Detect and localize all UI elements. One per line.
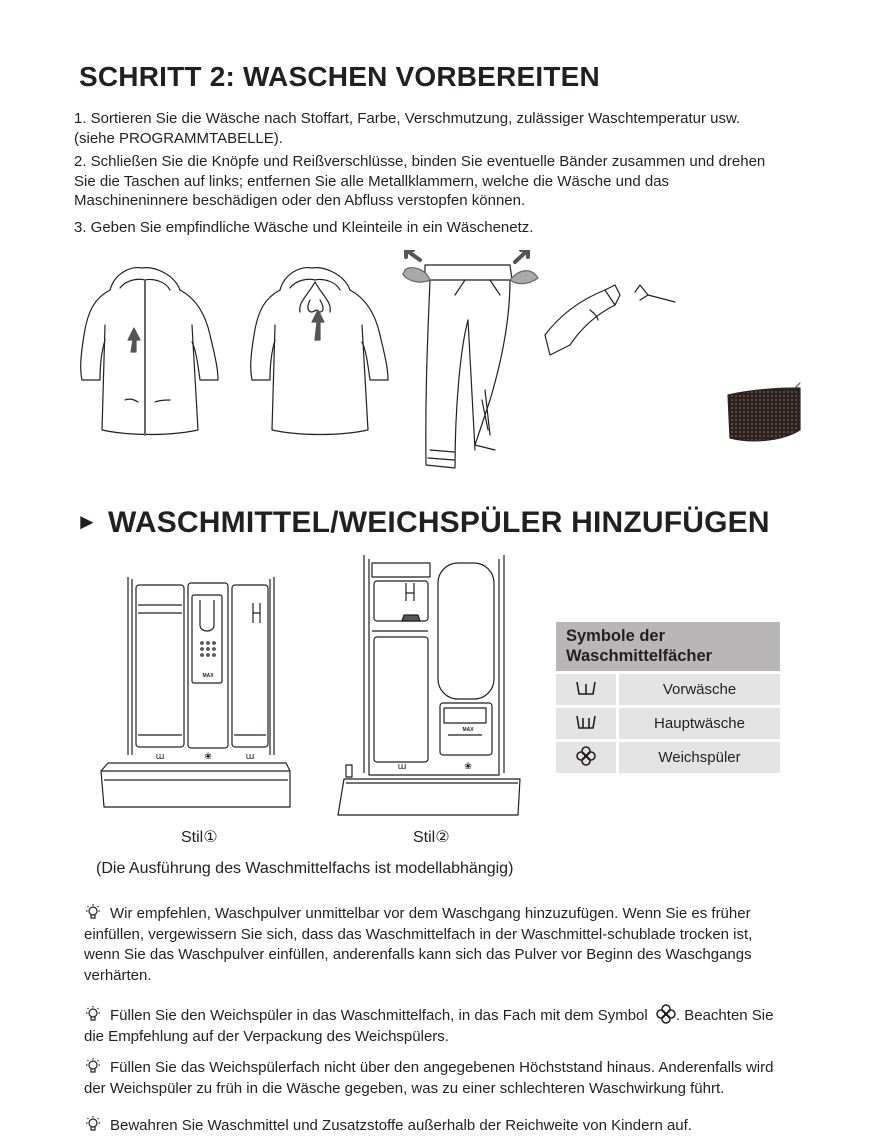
arrow-up-left-icon (406, 250, 420, 260)
laundry-net (728, 388, 800, 441)
lightbulb-icon (84, 904, 102, 920)
model-note: (Die Ausführung des Waschmittelfachs ist modellabhängig) (96, 860, 514, 877)
softener-label: Weichspüler (618, 741, 781, 774)
tip-3-text: Füllen Sie das Weichspülerfach nicht über den angegebenen Höchststand hinaus. Anderenfalls wird der Weichspüler zu früh in die Wäsche gegeben, was zu einer schlechteren Waschwirkung führt. (84, 1059, 774, 1097)
jacket-ties-illustration (251, 268, 388, 435)
mainwash-icon: ɯ (245, 752, 255, 762)
pocket-left-grey (403, 268, 430, 282)
prewash-icon: ɯ (155, 752, 165, 762)
tip-4 (84, 1116, 804, 1137)
symbols-table (556, 622, 780, 773)
table-row (556, 707, 780, 741)
tip-4-text: Bewahren Sie Waschmittel und Zusatzstoffe außerhalb der Reichweite von Kindern auf. (110, 1117, 692, 1134)
up-arrow-icon (128, 328, 140, 352)
lightbulb-icon (84, 1058, 102, 1074)
lightbulb-icon (84, 1116, 102, 1132)
jeans-pockets-illustration (425, 265, 512, 468)
section-heading (76, 506, 770, 540)
instruction-3: 3. Geben Sie empfindliche Wäsche und Kleinteile in ein Wäschenetz. (74, 219, 534, 236)
instruction-2: 2. Schließen Sie die Knöpfe und Reißverschlüsse, binden Sie eventuelle Bänder zusammen und drehen Sie die Taschen auf links; entfernen Sie alle Metallklammern, welche die Wäsche und das Maschineninnere beschädigen oder den Abfluss verstopfen können. (74, 153, 766, 209)
jacket-zipper-illustration (81, 268, 218, 435)
step-title: SCHRITT 2: WASCHEN VORBEREITEN (79, 61, 600, 92)
drawer-style-2-illustration (334, 553, 524, 817)
tip-2 (84, 1004, 784, 1047)
mainwash-icon: ɯ (397, 762, 407, 772)
max-level-label-2: MAX (462, 727, 474, 733)
laundry-preparation-illustration (70, 250, 810, 480)
prewash-icon (556, 673, 618, 707)
tip-2-text: Füllen Sie den Weichspüler in das Waschmittelfach, in das Fach mit dem Symbol (110, 1007, 648, 1024)
drawer-style-1-illustration (98, 575, 294, 811)
style-1-caption: Stil① (181, 829, 218, 846)
max-level-label: MAX (202, 673, 214, 679)
mainwash-label: Hauptwäsche (618, 707, 781, 741)
tip-2-text-end: . Beachten Sie die Empfehlung auf der Verpackung des Weichspülers. (84, 1007, 774, 1045)
pocket-right-grey (510, 271, 538, 284)
softener-icon: ❀ (464, 762, 472, 772)
triangle-marker-icon: ► (76, 509, 98, 534)
table-row (556, 741, 780, 774)
arrow-up-right-icon (515, 250, 528, 262)
section-title: WASCHMITTEL/WEICHSPÜLER HINZUFÜGEN (107, 506, 770, 539)
style-2-caption: Stil② (413, 829, 450, 846)
tip-1-text: Wir empfehlen, Waschpulver unmittelbar vor dem Waschgang hinzuzufügen. Wenn Sie es früher einfüllen, vergewissern Sie sich, dass das Waschmittelfach in der Waschmittel-schublade trocken ist, wenn Sie das Waschpulver einfüllen, anderenfalls kann sich das Pulver vor Beginn des Waschgangs verhärten. (84, 905, 753, 984)
table-row (556, 673, 780, 707)
symbols-table-header: Symbole der Waschmittelfächer (556, 622, 780, 673)
up-arrow-icon (312, 310, 324, 340)
softener-icon (656, 1004, 676, 1024)
softener-icon (556, 741, 618, 774)
softener-icon: ❀ (204, 752, 212, 762)
shirt-sleeve-illustration (545, 285, 675, 355)
tip-3 (84, 1058, 784, 1099)
tip-1 (84, 904, 784, 986)
lightbulb-icon (84, 1006, 102, 1022)
prewash-label: Vorwäsche (618, 673, 781, 707)
mainwash-icon (556, 707, 618, 741)
instruction-1: 1. Sortieren Sie die Wäsche nach Stoffart, Farbe, Verschmutzung, zulässiger Waschtemperatur usw. (siehe PROGRAMMTABELLE). (74, 110, 741, 147)
